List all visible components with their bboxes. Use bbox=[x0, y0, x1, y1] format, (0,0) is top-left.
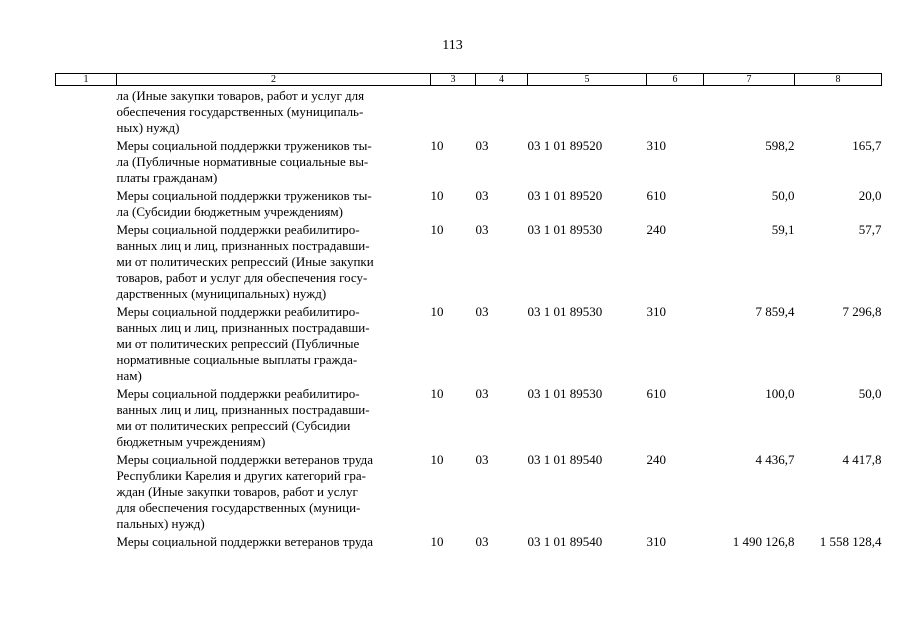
description-line: Меры социальной поддержки ветеранов труда bbox=[116, 452, 374, 467]
description-line: Меры социальной поддержки тружеников ты- bbox=[116, 188, 372, 203]
row-description bbox=[117, 222, 431, 304]
description-line: пальных) нужд) bbox=[116, 516, 205, 531]
description-line: ванных лиц и лиц, признанных пострадавши- bbox=[116, 402, 370, 417]
expense-type-code: 610 bbox=[646, 386, 666, 401]
description-line: нормативные социальные выплаты гражда- bbox=[116, 352, 358, 367]
description-line: ных) нужд) bbox=[116, 120, 180, 135]
table-row bbox=[56, 222, 882, 304]
table-row bbox=[56, 452, 882, 534]
description-line: Меры социальной поддержки ветеранов труда bbox=[116, 534, 374, 549]
description-line: платы гражданам) bbox=[116, 170, 218, 185]
amount-year-2: 7 296,8 bbox=[842, 304, 882, 319]
description-line: бюджетным учреждениям) bbox=[116, 434, 266, 449]
description-line: товаров, работ и услуг для обеспечения госу- bbox=[116, 270, 368, 285]
column-header-8: 8 bbox=[795, 74, 882, 86]
empty-cell bbox=[56, 86, 117, 139]
amount-year-1: 4 436,7 bbox=[755, 452, 795, 467]
empty-cell bbox=[56, 222, 117, 304]
empty-cell bbox=[56, 386, 117, 452]
expense-type-code bbox=[647, 86, 704, 139]
row-description bbox=[117, 452, 431, 534]
amount-year-1: 7 859,4 bbox=[755, 304, 795, 319]
description-line: ванных лиц и лиц, признанных пострадавши- bbox=[116, 320, 370, 335]
subsection-code: 03 bbox=[475, 452, 489, 467]
amount-year-2: 57,7 bbox=[858, 222, 882, 237]
row-description bbox=[117, 386, 431, 452]
expense-type-code: 610 bbox=[646, 188, 666, 203]
target-article-code: 03 1 01 89520 bbox=[527, 138, 603, 153]
table-row bbox=[56, 304, 882, 386]
row-description bbox=[117, 304, 431, 386]
column-header-1: 1 bbox=[56, 74, 117, 86]
column-header-7: 7 bbox=[704, 74, 795, 86]
description-line: обеспечения государственных (муниципаль- bbox=[116, 104, 364, 119]
amount-year-1: 50,0 bbox=[771, 188, 795, 203]
target-article-code: 03 1 01 89520 bbox=[527, 188, 603, 203]
table-row bbox=[56, 188, 882, 222]
section-code: 10 bbox=[430, 534, 444, 549]
amount-year-2: 4 417,8 bbox=[842, 452, 882, 467]
expense-type-code: 310 bbox=[646, 534, 666, 549]
table-row bbox=[56, 534, 882, 552]
description-line: Меры социальной поддержки реабилитиро- bbox=[116, 304, 360, 319]
amount-year-1 bbox=[704, 86, 795, 139]
row-description bbox=[117, 138, 431, 188]
column-number-row bbox=[56, 74, 882, 86]
amount-year-2 bbox=[795, 86, 882, 139]
section-code bbox=[431, 86, 476, 139]
description-line: ждан (Иные закупки товаров, работ и услуг bbox=[116, 484, 358, 499]
subsection-code: 03 bbox=[475, 534, 489, 549]
amount-year-2: 20,0 bbox=[858, 188, 882, 203]
row-description bbox=[117, 86, 431, 139]
description-line: Республики Карелия и других категорий гра- bbox=[116, 468, 366, 483]
description-line: дарственных (муниципальных) нужд) bbox=[116, 286, 327, 301]
subsection-code: 03 bbox=[475, 138, 489, 153]
table-body bbox=[56, 86, 882, 553]
subsection-code: 03 bbox=[475, 222, 489, 237]
target-article-code: 03 1 01 89530 bbox=[527, 386, 603, 401]
description-line: ла (Публичные нормативные социальные вы- bbox=[116, 154, 369, 169]
page-number: 113 bbox=[442, 38, 463, 53]
section-code: 10 bbox=[430, 138, 444, 153]
column-header-2: 2 bbox=[117, 74, 431, 86]
amount-year-1: 598,2 bbox=[765, 138, 795, 153]
table-row bbox=[56, 386, 882, 452]
description-line: ванных лиц и лиц, признанных пострадавши- bbox=[116, 238, 370, 253]
subsection-code: 03 bbox=[475, 188, 489, 203]
subsection-code bbox=[476, 86, 528, 139]
section-code: 10 bbox=[430, 386, 444, 401]
empty-cell bbox=[56, 188, 117, 222]
description-line: Меры социальной поддержки реабилитиро- bbox=[116, 386, 360, 401]
description-line: для обеспечения государственных (муници- bbox=[116, 500, 361, 515]
subsection-code: 03 bbox=[475, 386, 489, 401]
empty-cell bbox=[56, 304, 117, 386]
description-line: нам) bbox=[116, 368, 142, 383]
target-article-code bbox=[528, 86, 647, 139]
section-code: 10 bbox=[430, 452, 444, 467]
description-line: ми от политических репрессий (Иные закупки bbox=[116, 254, 374, 269]
description-line: ми от политических репрессий (Субсидии bbox=[116, 418, 351, 433]
empty-cell bbox=[56, 452, 117, 534]
target-article-code: 03 1 01 89530 bbox=[527, 222, 603, 237]
amount-year-1: 100,0 bbox=[765, 386, 795, 401]
description-line: ми от политических репрессий (Публичные bbox=[116, 336, 360, 351]
amount-year-2: 165,7 bbox=[852, 138, 882, 153]
description-line: ла (Субсидии бюджетным учреждениям) bbox=[116, 204, 343, 219]
expense-type-code: 240 bbox=[646, 222, 666, 237]
budget-table bbox=[55, 73, 882, 552]
section-code: 10 bbox=[430, 222, 444, 237]
empty-cell bbox=[56, 534, 117, 552]
description-line: ла (Иные закупки товаров, работ и услуг для bbox=[116, 88, 365, 103]
row-description bbox=[117, 534, 431, 552]
expense-type-code: 310 bbox=[646, 138, 666, 153]
row-description bbox=[117, 188, 431, 222]
section-code: 10 bbox=[430, 188, 444, 203]
column-header-6: 6 bbox=[647, 74, 704, 86]
expense-type-code: 240 bbox=[646, 452, 666, 467]
description-line: Меры социальной поддержки тружеников ты- bbox=[116, 138, 372, 153]
column-header-4: 4 bbox=[476, 74, 528, 86]
amount-year-1: 1 490 126,8 bbox=[732, 534, 795, 549]
expense-type-code: 310 bbox=[646, 304, 666, 319]
target-article-code: 03 1 01 89530 bbox=[527, 304, 603, 319]
column-header-5: 5 bbox=[528, 74, 647, 86]
description-line: Меры социальной поддержки реабилитиро- bbox=[116, 222, 360, 237]
column-header-3: 3 bbox=[431, 74, 476, 86]
target-article-code: 03 1 01 89540 bbox=[527, 452, 603, 467]
target-article-code: 03 1 01 89540 bbox=[527, 534, 603, 549]
table-row bbox=[56, 86, 882, 139]
subsection-code: 03 bbox=[475, 304, 489, 319]
table-row bbox=[56, 138, 882, 188]
empty-cell bbox=[56, 138, 117, 188]
table-header bbox=[56, 74, 882, 86]
amount-year-2: 50,0 bbox=[858, 386, 882, 401]
section-code: 10 bbox=[430, 304, 444, 319]
amount-year-2: 1 558 128,4 bbox=[819, 534, 882, 549]
amount-year-1: 59,1 bbox=[771, 222, 795, 237]
